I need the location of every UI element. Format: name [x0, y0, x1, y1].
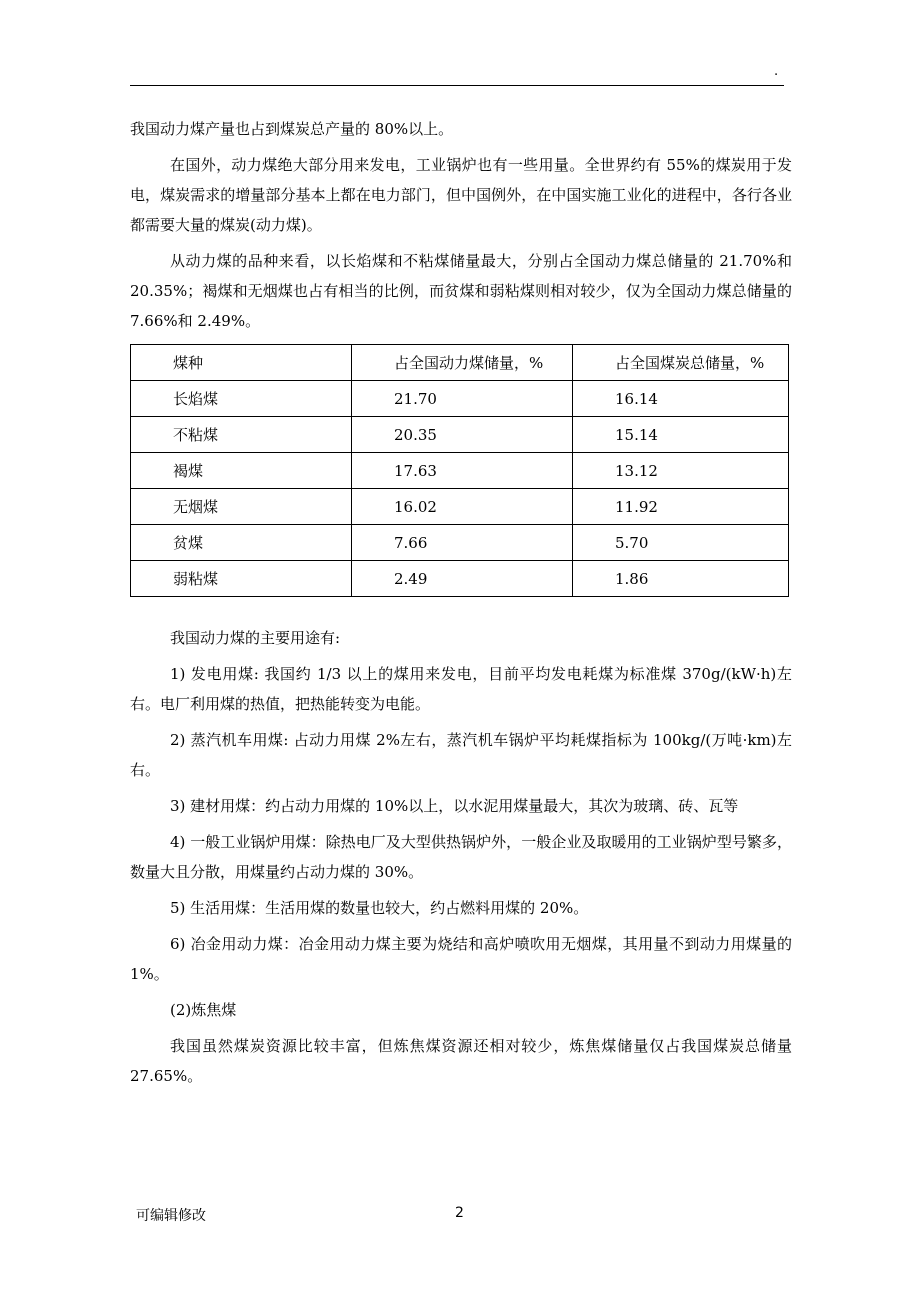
section-heading: (2)炼焦煤 — [170, 1001, 237, 1019]
header-mark: . — [774, 64, 779, 79]
table-row — [131, 381, 789, 417]
table-header-cell: 占全国煤炭总储量，% — [573, 345, 789, 381]
table-cell: 贫煤 — [131, 525, 352, 561]
table-cell: 16.14 — [573, 381, 789, 417]
list-item: 3) 建材用煤：约占动力用煤的 10%以上，以水泥用煤量最大，其次为玻璃、砖、瓦等 — [170, 797, 739, 815]
table-cell: 2.49 — [352, 561, 573, 597]
paragraph: 从动力煤的品种来看，以长焰煤和不粘煤储量最大，分别占全国动力煤总储量的 21.70%和 20.35%；褐煤和无烟煤也占有相当的比例，而贫煤和弱粘煤则相对较少，仅为全国动力煤总储量的 7.66%和 2.49%。 — [130, 252, 792, 330]
table-row — [131, 453, 789, 489]
table-cell: 15.14 — [573, 417, 789, 453]
table-cell: 不粘煤 — [131, 417, 352, 453]
paragraph: 在国外，动力煤绝大部分用来发电，工业锅炉也有一些用量。全世界约有 55%的煤炭用于发电，煤炭需求的增量部分基本上都在电力部门，但中国例外，在中国实施工业化的进程中，各行各业都需要大量的煤炭(动力煤)。 — [130, 156, 792, 234]
page-body — [130, 114, 792, 1097]
page-number: 2 — [455, 1205, 464, 1221]
list-item: 6) 冶金用动力煤：冶金用动力煤主要为烧结和高炉喷吹用无烟煤，其用量不到动力用煤量的 1%。 — [130, 935, 792, 983]
coal-reserves-table — [130, 344, 789, 597]
table-cell: 褐煤 — [131, 453, 352, 489]
table-cell: 弱粘煤 — [131, 561, 352, 597]
table-cell: 7.66 — [352, 525, 573, 561]
table-header-cell: 煤种 — [131, 345, 352, 381]
list-item: 4) 一般工业锅炉用煤：除热电厂及大型供热锅炉外，一般企业及取暖用的工业锅炉型号繁多，数量大且分散，用煤量约占动力煤的 30%。 — [130, 833, 792, 881]
table-cell: 21.70 — [352, 381, 573, 417]
list-item: 5) 生活用煤：生活用煤的数量也较大，约占燃料用煤的 20%。 — [170, 899, 589, 917]
list-item: 2) 蒸汽机车用煤: 占动力用煤 2%左右，蒸汽机车锅炉平均耗煤指标为 100kg/(万吨·km)左右。 — [130, 731, 792, 779]
paragraph: 我国虽然煤炭资源比较丰富，但炼焦煤资源还相对较少，炼焦煤储量仅占我国煤炭总储量 27.65%。 — [130, 1037, 792, 1085]
table-cell: 13.12 — [573, 453, 789, 489]
table-cell: 20.35 — [352, 417, 573, 453]
table-cell: 17.63 — [352, 453, 573, 489]
table-header-row — [131, 345, 789, 381]
table-cell: 11.92 — [573, 489, 789, 525]
table-cell: 长焰煤 — [131, 381, 352, 417]
table-row — [131, 417, 789, 453]
header-rule — [130, 85, 784, 86]
table-row — [131, 489, 789, 525]
paragraph: 我国动力煤的主要用途有: — [170, 629, 341, 647]
table-cell: 1.86 — [573, 561, 789, 597]
table-cell: 5.70 — [573, 525, 789, 561]
table-header-cell: 占全国动力煤储量，% — [352, 345, 573, 381]
table-row — [131, 525, 789, 561]
list-item: 1) 发电用煤: 我国约 1/3 以上的煤用来发电，目前平均发电耗煤为标准煤 370g/(kW·h)左右。电厂利用煤的热值，把热能转变为电能。 — [130, 665, 792, 713]
table-row — [131, 561, 789, 597]
paragraph: 我国动力煤产量也占到煤炭总产量的 80%以上。 — [130, 120, 454, 138]
table-cell: 无烟煤 — [131, 489, 352, 525]
footer-note: 可编辑修改 — [136, 1208, 206, 1224]
table-cell: 16.02 — [352, 489, 573, 525]
